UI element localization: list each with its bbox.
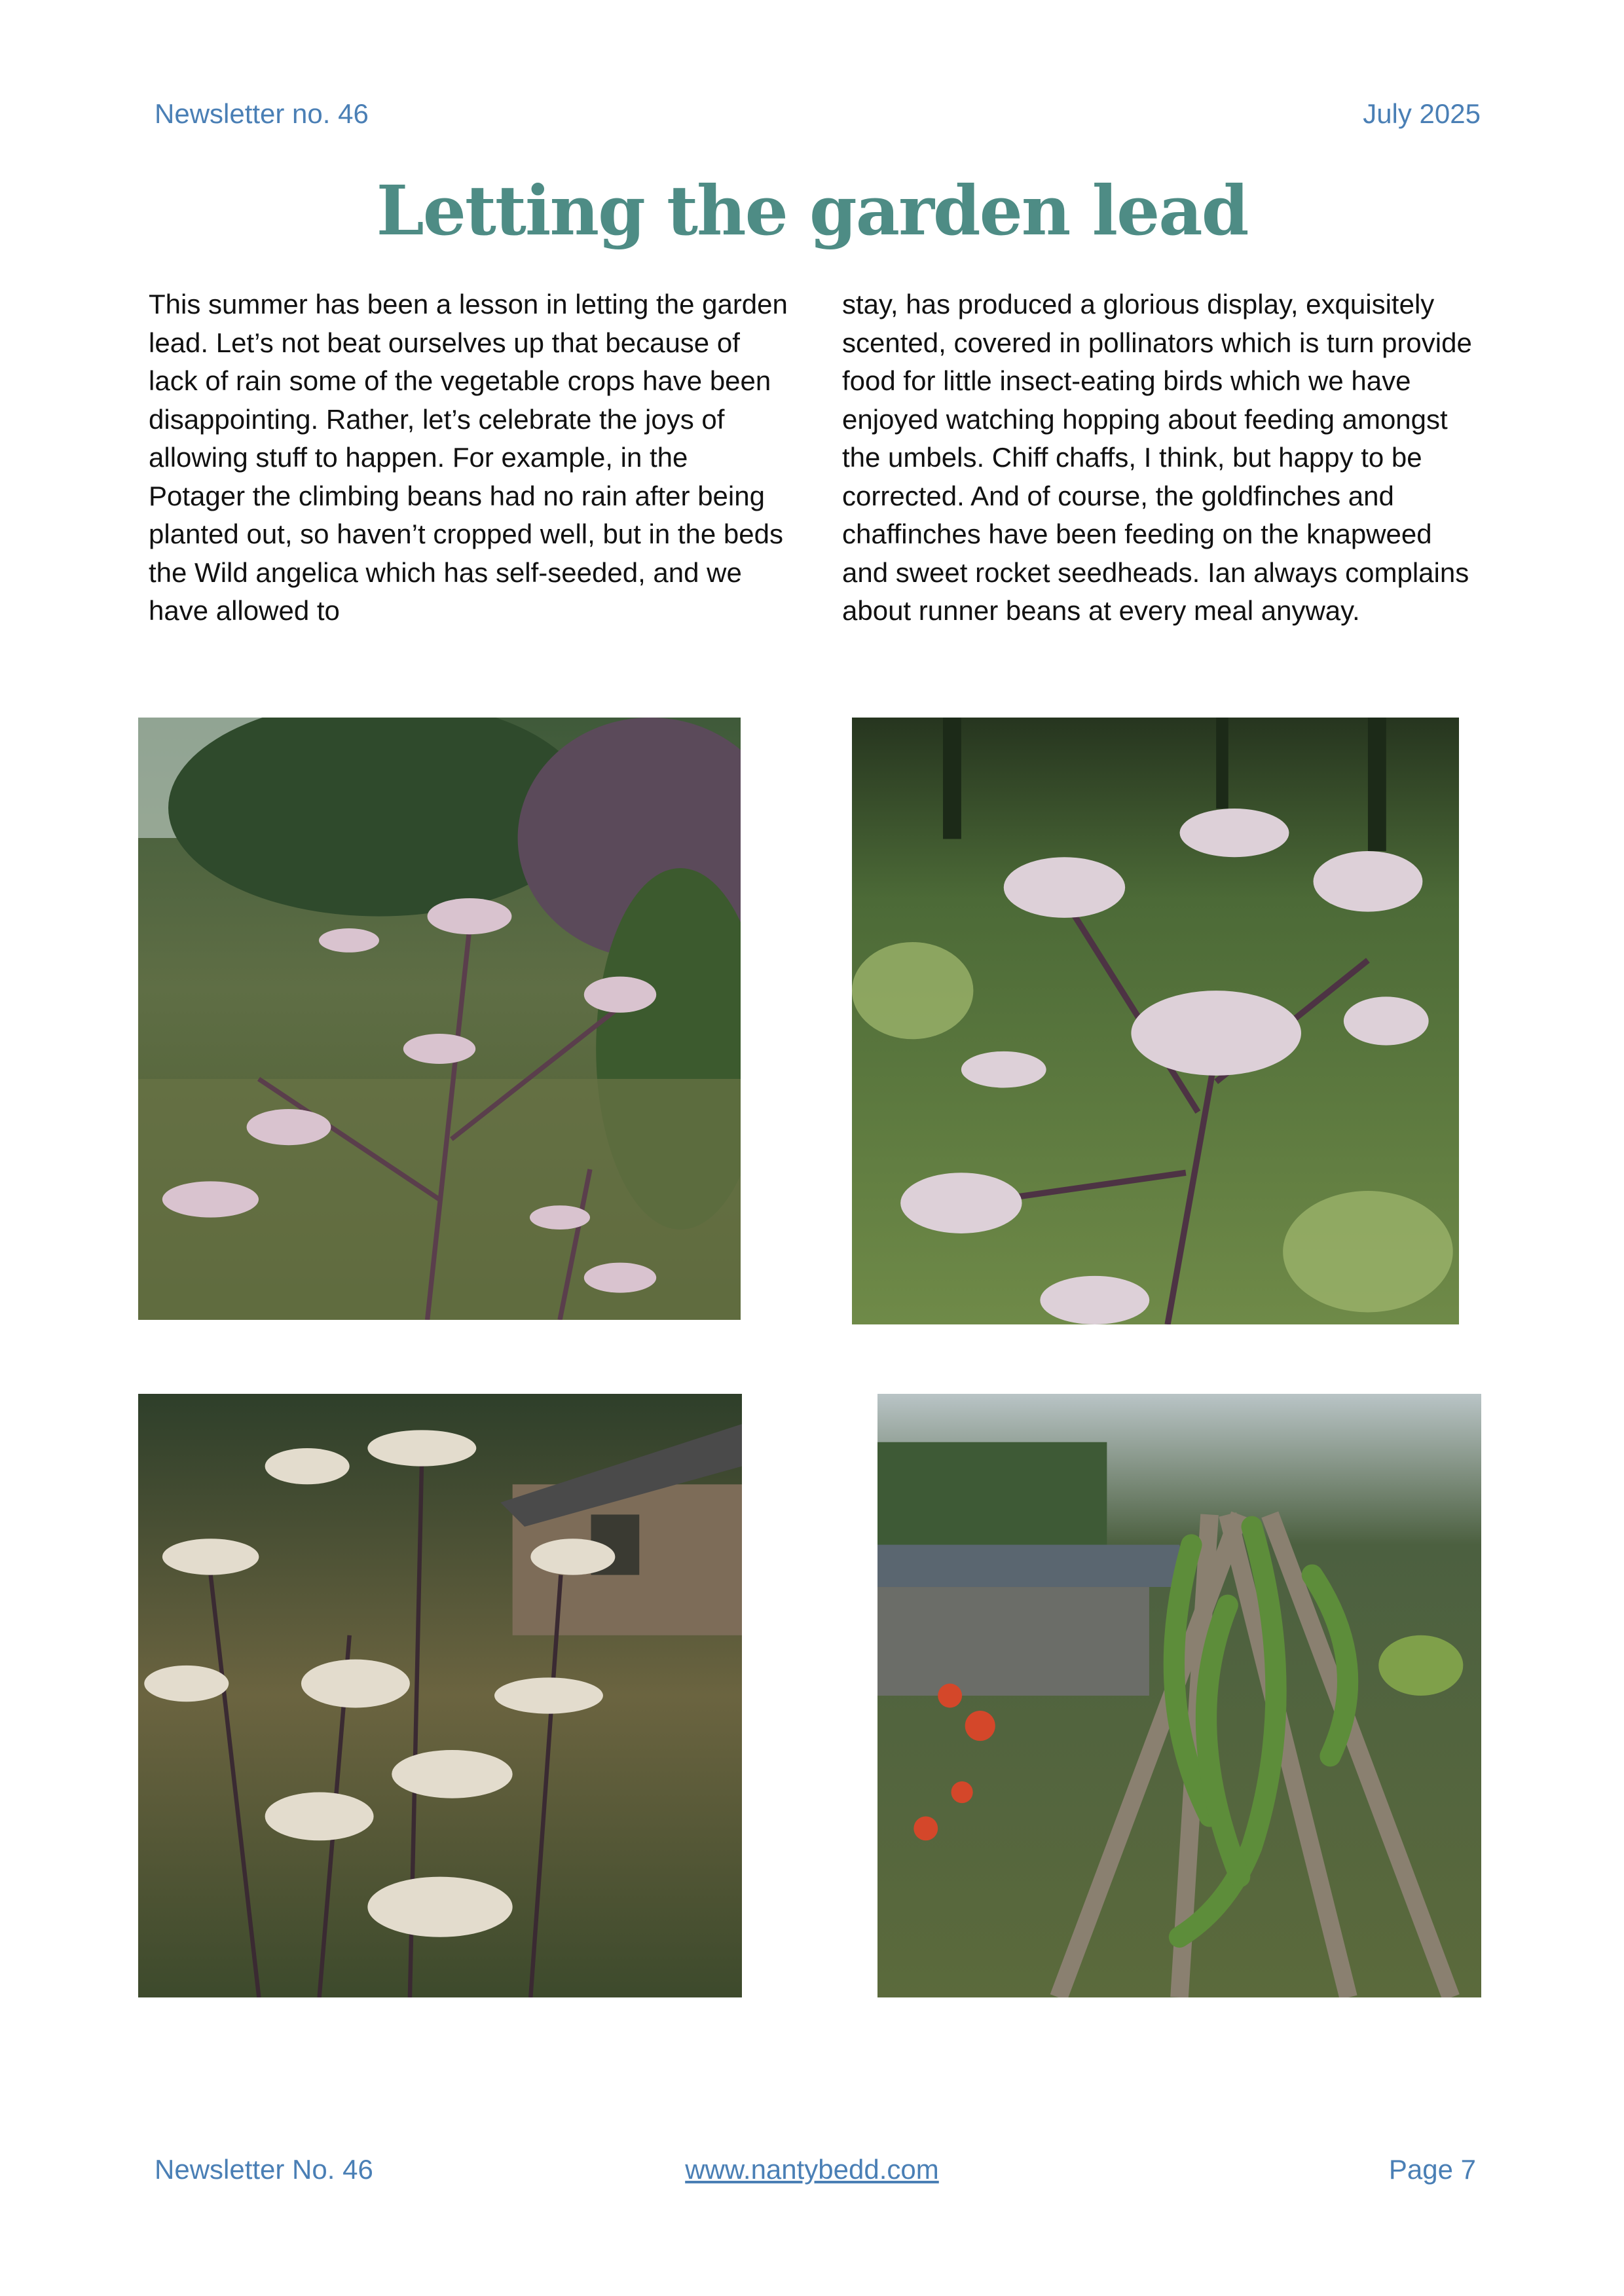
header-date: July 2025: [1363, 98, 1481, 129]
photo-angelica-cabin: [138, 1394, 742, 1997]
website-link[interactable]: www.nantybedd.com: [685, 2154, 939, 2185]
photo-angelica-woodland: [138, 718, 741, 1320]
photo-runner-beans: [877, 1394, 1481, 1997]
article-title: Letting the garden lead: [376, 170, 1248, 251]
footer-page-number: Page 7: [1388, 2154, 1476, 2185]
photo-angelica-closeup: [852, 718, 1459, 1324]
article-column-left: This summer has been a lesson in letting the garden lead. Let’s not beat ourselves up that because of lack of rain some of the vegetable crops have been disappointing. Rather, let’s celebrate the joys of allowing stuff to happen. For example, in the Potager the climbing beans had no rain after being planted out, so haven’t cropped well, but in the beds the Wild angelica which has self-seeded, and we have allowed to: [149, 289, 788, 626]
header-newsletter-number: Newsletter no. 46: [155, 98, 369, 129]
footer-website: [0, 2154, 1624, 2185]
footer-newsletter-number: Newsletter No. 46: [155, 2154, 373, 2185]
article-column-right: stay, has produced a glorious display, exquisitely scented, covered in pollinators which is turn provide food for little insect-eating birds which we have enjoyed watching hopping about feeding amongst the umbels. Chiff chaffs, I think, but happy to be corrected. And of course, the goldfinches and chaffinches have been feeding on the knapweed and sweet rocket seedheads. Ian always complains about runner beans at every meal anyway.: [842, 289, 1472, 626]
